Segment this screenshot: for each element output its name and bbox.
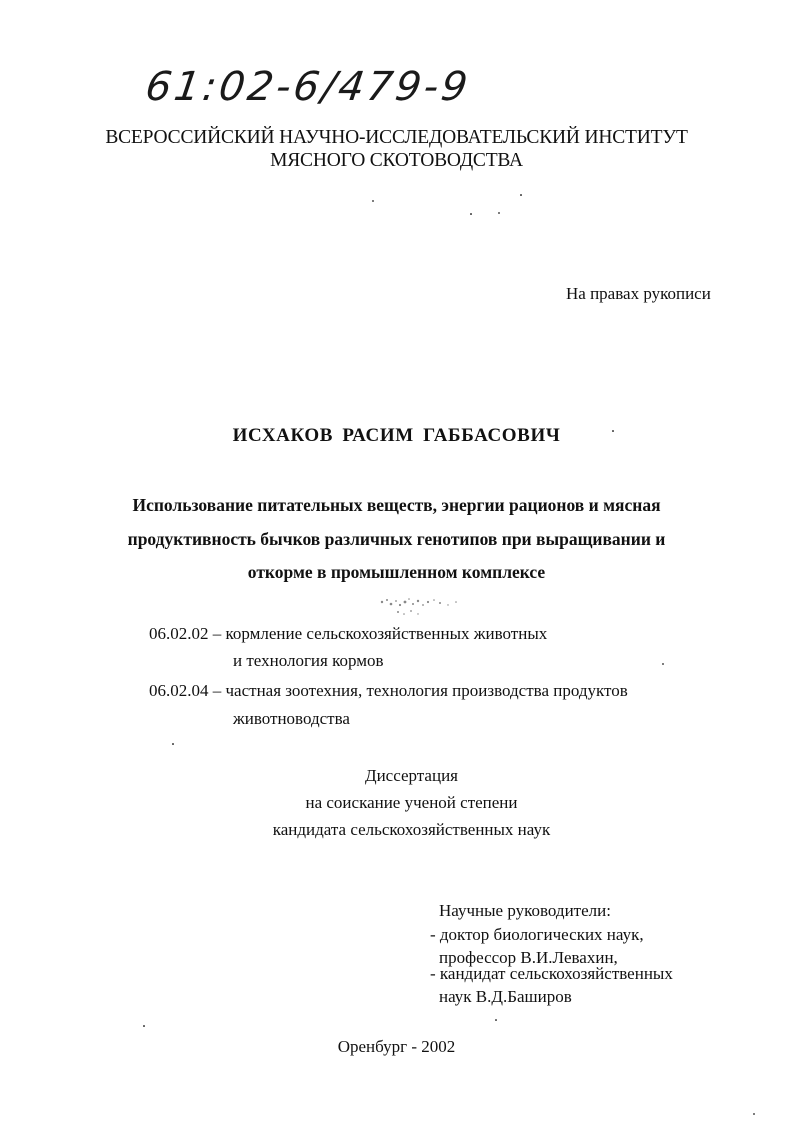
degree-purpose: на соискание ученой степени (305, 793, 518, 812)
dissertation-title-line1: Использование питательных веществ, энергии рационов и мясная (132, 495, 661, 515)
faded-stamp-mark (378, 596, 478, 618)
author-name: ИСХАКОВ РАСИМ ГАББАСОВИЧ (232, 425, 561, 446)
scan-speck (495, 1019, 497, 1021)
supervisor-2-name: наук В.Д.Баширов (439, 987, 572, 1006)
supervisor-1-degree: - доктор биологических наук, (430, 925, 644, 944)
specialty-code-1-continued: и технология кормов (233, 651, 384, 670)
scan-speck (172, 743, 174, 745)
institute-name-line2: МЯСНОГО СКОТОВОДСТВА (270, 150, 523, 171)
scan-speck (372, 200, 374, 202)
supervisor-2-degree: - кандидат сельскохозяйственных (430, 964, 673, 983)
scan-speck (143, 1025, 145, 1027)
scan-speck (498, 212, 500, 214)
manuscript-rights-note: На правах рукописи (566, 284, 711, 303)
dissertation-title-line2: продуктивность бычков различных генотипов при выращивании и (127, 529, 666, 549)
dissertation-label: Диссертация (364, 766, 458, 785)
supervisors-heading: Научные руководители: (439, 901, 611, 920)
handwritten-catalog-code: 61:02-6/479-9 (142, 64, 474, 110)
scan-speck (470, 213, 472, 215)
specialty-code-1: 06.02.02 – кормление сельскохозяйственных животных (149, 624, 548, 643)
scan-speck (520, 194, 522, 196)
dissertation-title-line3: откорме в промышленном комплексе (247, 562, 546, 582)
specialty-code-2: 06.02.04 – частная зоотехния, технология производства продуктов (149, 681, 628, 700)
supervisor-1-name: профессор В.И.Левахин, (439, 948, 618, 967)
city-and-year: Оренбург - 2002 (337, 1037, 456, 1056)
institute-name-line1: ВСЕРОССИЙСКИЙ НАУЧНО-ИССЛЕДОВАТЕЛЬСКИЙ ИНСТИТУТ (105, 127, 688, 148)
specialty-code-2-continued: животноводства (233, 709, 350, 728)
scan-speck (753, 1113, 755, 1115)
scan-speck (612, 430, 614, 432)
degree-name: кандидата сельскохозяйственных наук (272, 820, 551, 839)
scan-speck (662, 663, 664, 665)
